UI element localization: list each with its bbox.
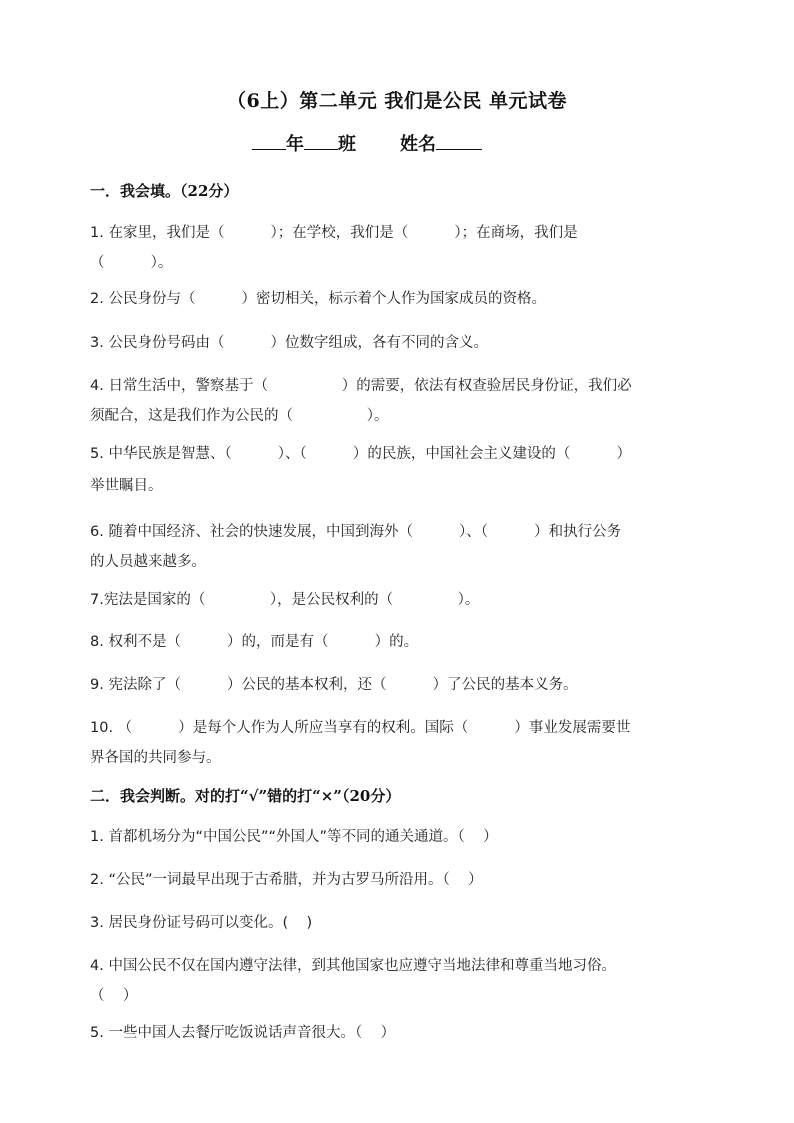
question-text: 2. 公民身份与（ ）密切相关，标示着个人作为国家成员的资格。 [90, 291, 547, 307]
question-text: 5. 中华民族是智慧、（ ）、（ ）的民族，中国社会主义建设的（ ） [90, 446, 631, 462]
question-text: 9. 宪法除了（ ）公民的基本权利，还（ ）了公民的基本义务。 [90, 677, 578, 693]
question-1-10 [90, 713, 710, 773]
section-1-heading: 一．我会填。（22分） [90, 182, 239, 200]
section-2-heading: 二．我会判断。对的打“√”错的打“×”（20分） [90, 787, 401, 805]
question-text-cont: （ ） [90, 988, 138, 1004]
question-1-1 [90, 218, 710, 278]
question-2-1 [90, 822, 710, 852]
name-label: 姓名 [400, 134, 436, 155]
question-1-2 [90, 284, 710, 314]
question-1-4 [90, 371, 710, 431]
class-label: 班 [338, 134, 356, 155]
question-text: 8. 权利不是（ ）的，而是有（ ）的。 [90, 634, 419, 650]
question-text: 3. 公民身份号码由（ ）位数字组成，各有不同的含义。 [90, 335, 489, 351]
class-blank[interactable] [304, 131, 338, 150]
question-2-3 [90, 908, 710, 938]
question-1-6 [90, 517, 710, 577]
question-text: 7.宪法是国家的（ ），是公民权利的（ ）。 [90, 592, 480, 608]
question-2-5 [90, 1018, 710, 1048]
question-text-cont: 举世瞩目。 [90, 478, 163, 494]
question-text: 3. 居民身份证号码可以变化。( ) [90, 915, 313, 931]
question-1-8 [90, 627, 710, 657]
question-1-7 [90, 585, 710, 615]
question-text: 10. （ ）是每个人作为人所应当享有的权利。国际（ ）事业发展需要世 [90, 720, 631, 736]
question-text: 4. 中国公民不仅在国内遵守法律，到其他国家也应遵守当地法律和尊重当地习俗。 [90, 958, 616, 974]
question-text: 2. “公民”一词最早出现于古希腊，并为古罗马所沿用。（ ） [90, 872, 483, 888]
question-text-cont: 的人员越来越多。 [90, 554, 206, 570]
question-1-9 [90, 670, 710, 700]
question-1-5 [90, 439, 710, 501]
question-2-4 [90, 951, 710, 1011]
question-text-cont: 界各国的共同参与。 [90, 750, 221, 766]
student-info-line [252, 130, 482, 156]
name-blank[interactable] [436, 131, 482, 150]
question-text: 5. 一些中国人去餐厅吃饭说话声音很大。（ ） [90, 1025, 396, 1041]
question-text-cont: 须配合，这是我们作为公民的（ ）。 [90, 408, 389, 424]
grade-blank[interactable] [252, 131, 286, 150]
page-title: （6上）第二单元 我们是公民 单元试卷 [227, 90, 567, 112]
question-text: 6. 随着中国经济、社会的快速发展，中国到海外（ ）、（ ）和执行公务 [90, 524, 622, 540]
question-text-cont: （ ）。 [90, 255, 173, 271]
question-text: 1. 在家里，我们是（ ）；在学校，我们是（ ）；在商场，我们是 [90, 225, 578, 241]
question-1-3 [90, 328, 710, 358]
question-2-2 [90, 865, 710, 895]
grade-label: 年 [286, 134, 304, 155]
question-text: 1. 首都机场分为“中国公民”“外国人”等不同的通关通道。（ ） [90, 829, 498, 845]
question-text: 4. 日常生活中，警察基于（ ）的需要，依法有权查验居民身份证，我们必 [90, 378, 632, 394]
